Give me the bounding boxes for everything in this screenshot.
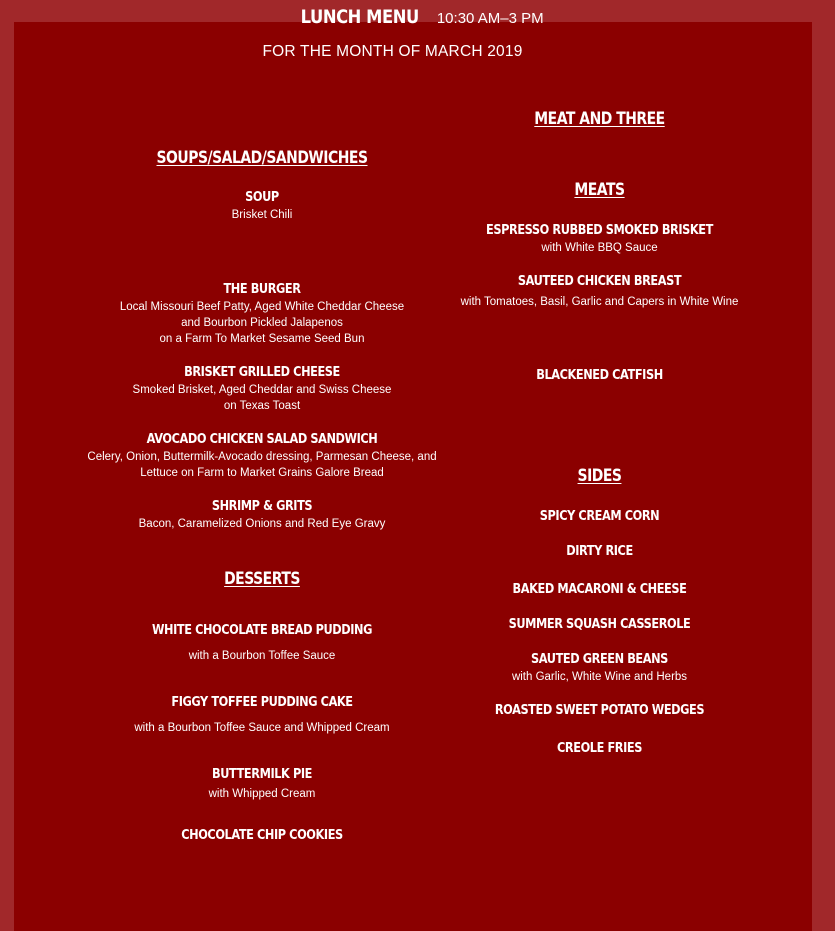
item-name-burger: THE BURGER	[223, 281, 301, 297]
item-desc-chicken-breast: with Tomatoes, Basil, Garlic and Capers in White Wine	[460, 296, 739, 308]
item-name-soup: SOUP	[245, 189, 279, 205]
item-desc-bread-pudding: with a Bourbon Toffee Sauce	[188, 650, 336, 662]
item-name-squash-casserole: SUMMER SQUASH CASSEROLE	[508, 616, 691, 632]
item-desc-burger-3: on a Farm To Market Sesame Seed Bun	[159, 333, 365, 345]
item-name-avocado-chicken: AVOCADO CHICKEN SALAD SANDWICH	[146, 431, 378, 447]
item-desc-smoked-brisket: with White BBQ Sauce	[541, 242, 658, 254]
item-name-sweet-potato: ROASTED SWEET POTATO WEDGES	[494, 702, 705, 718]
item-name-cookies: CHOCOLATE CHIP COOKIES	[181, 827, 343, 843]
item-name-shrimp-grits: SHRIMP & GRITS	[211, 498, 313, 514]
item-name-brisket-grilled-cheese: BRISKET GRILLED CHEESE	[184, 364, 340, 380]
item-name-mac-cheese: BAKED MACARONI & CHEESE	[512, 581, 687, 597]
item-desc-burger-2: and Bourbon Pickled Jalapenos	[181, 317, 343, 329]
item-desc-brisket-grilled-cheese-1: Smoked Brisket, Aged Cheddar and Swiss Cheese	[132, 384, 392, 396]
item-desc-brisket-grilled-cheese-2: on Texas Toast	[223, 400, 301, 412]
item-desc-avocado-chicken-2: Lettuce on Farm to Market Grains Galore Bread	[140, 467, 384, 479]
item-name-cream-corn: SPICY CREAM CORN	[539, 508, 660, 524]
item-name-figgy-toffee: FIGGY TOFFEE PUDDING CAKE	[171, 694, 353, 710]
menu-hours: 10:30 AM–3 PM	[436, 10, 544, 27]
item-desc-green-beans: with Garlic, White Wine and Herbs	[511, 671, 688, 683]
item-name-chicken-breast: SAUTEED CHICKEN BREAST	[517, 273, 682, 289]
section-heading-desserts: DESSERTS	[224, 569, 300, 589]
item-name-catfish: BLACKENED CATFISH	[536, 367, 663, 383]
item-desc-figgy-toffee: with a Bourbon Toffee Sauce and Whipped Cream	[134, 722, 390, 734]
menu-header	[0, 6, 835, 28]
item-desc-buttermilk-pie: with Whipped Cream	[208, 788, 316, 800]
item-desc-burger-1: Local Missouri Beef Patty, Aged White Cheddar Cheese	[119, 301, 405, 313]
menu-title: LUNCH MENU	[301, 6, 420, 28]
section-heading-meat-and-three: MEAT AND THREE	[534, 109, 665, 129]
item-name-buttermilk-pie: BUTTERMILK PIE	[212, 766, 312, 782]
item-name-creole-fries: CREOLE FRIES	[557, 740, 642, 756]
item-name-bread-pudding: WHITE CHOCOLATE BREAD PUDDING	[151, 622, 373, 638]
item-desc-soup: Brisket Chili	[231, 209, 293, 221]
item-name-smoked-brisket: ESPRESSO RUBBED SMOKED BRISKET	[486, 222, 713, 238]
section-heading-soups: SOUPS/SALAD/SANDWICHES	[156, 148, 368, 168]
section-heading-meats: MEATS	[574, 180, 625, 200]
item-name-green-beans: SAUTED GREEN BEANS	[531, 651, 668, 667]
item-desc-shrimp-grits: Bacon, Caramelized Onions and Red Eye Gravy	[138, 518, 386, 530]
menu-subtitle: FOR THE MONTH OF MARCH 2019	[262, 43, 523, 60]
section-heading-sides: SIDES	[577, 466, 622, 486]
item-name-dirty-rice: DIRTY RICE	[566, 543, 633, 559]
item-desc-avocado-chicken-1: Celery, Onion, Buttermilk-Avocado dressing, Parmesan Cheese, and	[87, 451, 437, 463]
